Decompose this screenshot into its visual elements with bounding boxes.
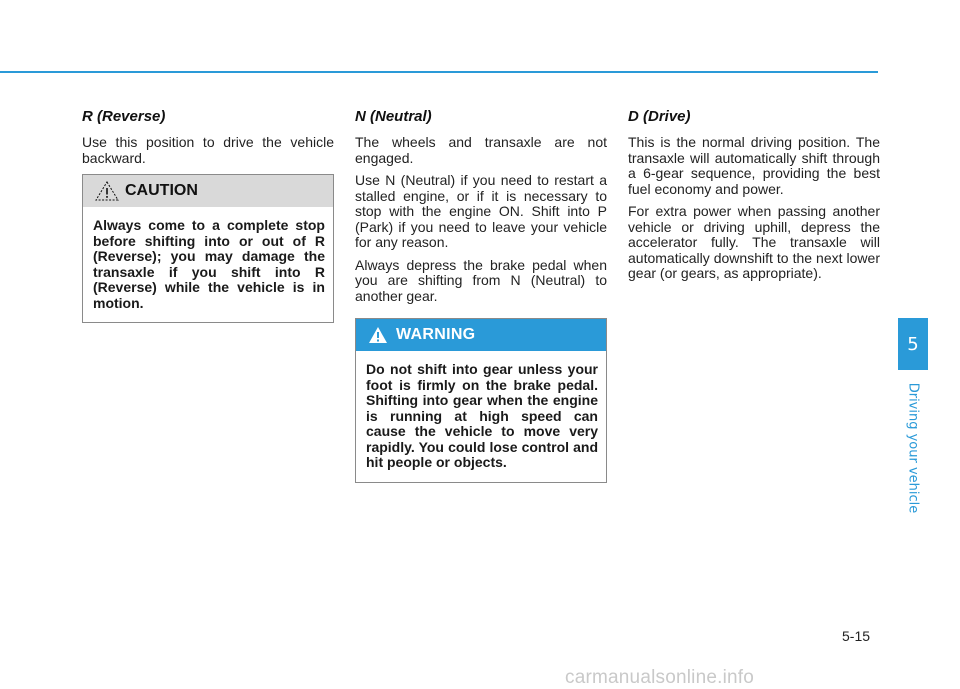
warning-text: Do not shift into gear unless your foot is firmly on the brake pedal. Shifting into gear when the engine is running at high speed can cause the vehicle to move very rapidly. You could lose control and hit people or objects. bbox=[366, 361, 598, 470]
column-reverse bbox=[82, 108, 334, 323]
caution-box bbox=[82, 174, 334, 323]
reverse-paragraph: Use this position to drive the vehicle backward. bbox=[82, 134, 334, 166]
caution-triangle-icon bbox=[95, 181, 119, 201]
watermark: carmanualsonline.info bbox=[565, 667, 755, 688]
caution-title: CAUTION bbox=[125, 182, 198, 199]
neutral-paragraph-2: Use N (Neutral) if you need to restart a stalled engine, or if it is necessary to stop with the engine ON. Shift into P (Park) if you need to leave your vehicle for any reason. bbox=[355, 172, 607, 250]
warning-box bbox=[355, 318, 607, 483]
page-number: 5-15 bbox=[842, 628, 871, 644]
caution-body bbox=[83, 207, 333, 322]
header-rule bbox=[0, 71, 878, 73]
drive-paragraph-2: For extra power when passing another vehicle or driving uphill, depress the accelerator fully. The transaxle will automatically downshift to the next lower gear (or gears, as appropriate). bbox=[628, 203, 880, 281]
neutral-paragraph-1: The wheels and transaxle are not engaged. bbox=[355, 134, 607, 166]
column-neutral bbox=[355, 108, 607, 483]
warning-header bbox=[356, 319, 606, 351]
column-drive bbox=[628, 108, 880, 289]
drive-paragraph-1: This is the normal driving position. The transaxle will automatically shift through a 6-gear sequence, providing the best fuel economy and power. bbox=[628, 134, 880, 197]
section-heading-drive: D (Drive) bbox=[628, 108, 691, 125]
section-heading-reverse: R (Reverse) bbox=[82, 108, 166, 125]
neutral-paragraph-3: Always depress the brake pedal when you are shifting from N (Neutral) to another gear. bbox=[355, 256, 607, 304]
warning-title: WARNING bbox=[396, 326, 476, 343]
caution-text: Always come to a complete stop before shifting into or out of R (Reverse); you may damage the transaxle if you shift into R (Reverse) while the vehicle is in motion. bbox=[93, 217, 325, 311]
warning-triangle-icon bbox=[368, 326, 388, 344]
warning-body bbox=[356, 351, 606, 482]
section-heading-neutral: N (Neutral) bbox=[355, 108, 432, 125]
chapter-number-tab: 5 bbox=[898, 318, 928, 370]
chapter-label: Driving your vehicle bbox=[905, 382, 921, 514]
caution-header bbox=[83, 175, 333, 207]
